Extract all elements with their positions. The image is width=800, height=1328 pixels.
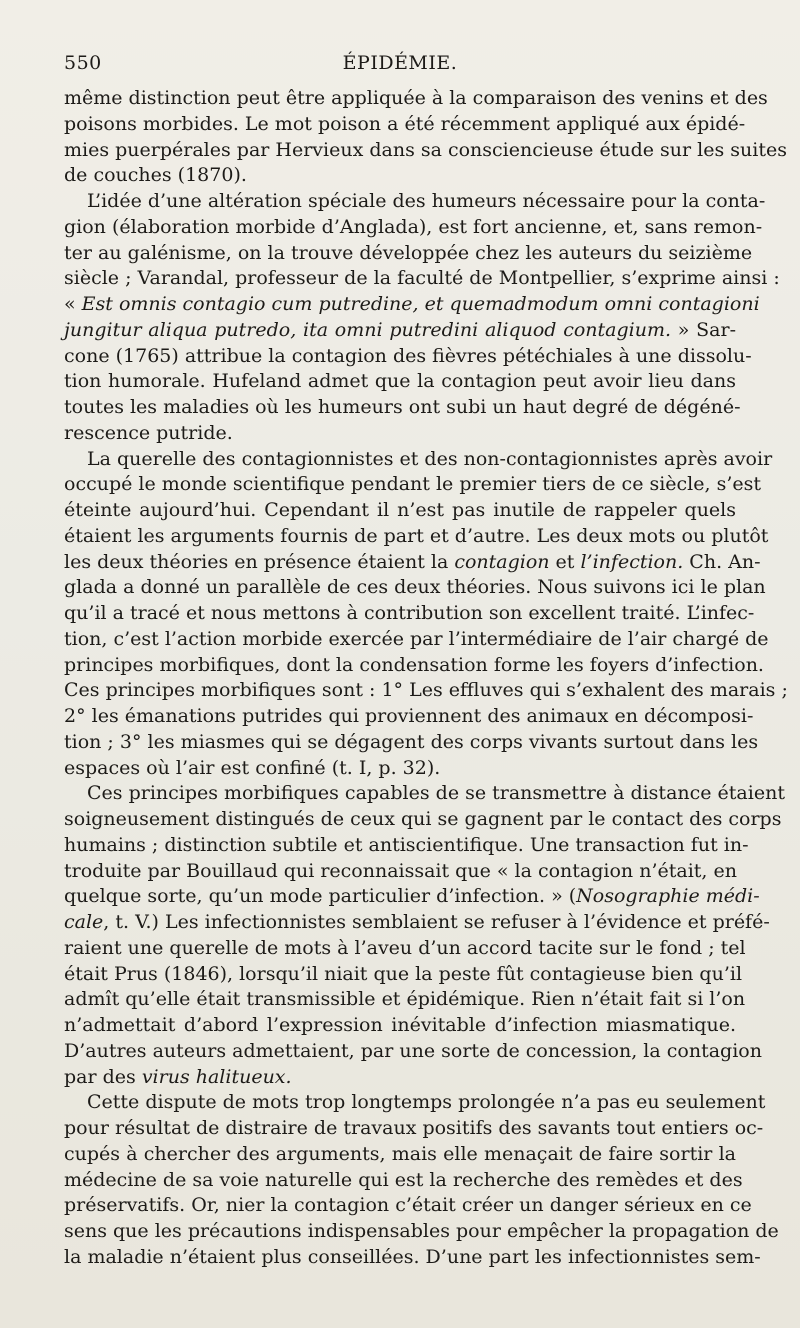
text-fragment: tion ; 3° les miasmes qui se dégagent des corps vivants surtout dans les (64, 730, 759, 753)
text-line (64, 1090, 766, 1116)
text-line (64, 472, 762, 498)
text-fragment: principes morbifiques, dont la condensation forme les foyers d’infection. (64, 653, 764, 676)
text-line (64, 1168, 743, 1194)
text-line (64, 756, 736, 782)
text-fragment: les deux théories en présence étaient la (64, 550, 455, 573)
text-fragment: La querelle des contagionnistes et des non-contagionnistes après avoir (87, 447, 773, 470)
text-line (64, 189, 766, 215)
text-fragment: L’idée d’une altération spéciale des humeurs nécessaire pour la conta- (87, 190, 766, 212)
text-line (64, 962, 743, 988)
text-fragment: raient une querelle de mots à l’aveu d’un accord tacite sur le fond ; tel (64, 936, 746, 959)
text-line (64, 833, 749, 859)
page-header (64, 52, 736, 76)
text-fragment: toutes les maladies où les humeurs ont subi un haut degré de dégéné- (64, 396, 741, 418)
text-fragment: occupé le monde scientifique pendant le premier tiers de ce siècle, s’est (64, 473, 762, 496)
italic-text-fragment: contagion (454, 550, 550, 573)
text-fragment: Ch. An- (683, 550, 761, 573)
text-line (64, 987, 746, 1013)
text-line (64, 138, 787, 164)
italic-text-fragment: Est omnis contagio cum putredine, et quemadmodum omni contagioni (81, 293, 760, 315)
text-line (64, 524, 769, 550)
text-line (64, 395, 741, 421)
text-fragment: glada a donné un parallèle de ces deux théories. Nous suivons ici le plan (64, 576, 766, 599)
text-fragment: cone (1765) attribue la contagion des fièvres pétéchiales à une dissolu- (64, 344, 752, 367)
italic-text-fragment: virus halitueux. (141, 1065, 292, 1088)
text-fragment: D’autres auteurs admettaient, par une sorte de concession, la contagion (64, 1039, 762, 1062)
text-line (64, 369, 736, 395)
text-line (64, 344, 752, 370)
body-text (64, 86, 788, 1271)
text-line (64, 1245, 761, 1271)
text-line (64, 318, 736, 344)
text-fragment: espaces où l’air est confiné (t. I, p. 32). (64, 756, 441, 779)
text-line (64, 215, 763, 241)
text-line (64, 241, 753, 267)
text-fragment: médecine de sa voie naturelle qui est la recherche des remèdes et des (64, 1168, 743, 1191)
text-line (64, 1193, 752, 1219)
text-line (64, 498, 736, 524)
text-fragment: 2° les émanations putrides qui proviennent des animaux en décomposi- (64, 705, 754, 727)
text-fragment: tion, c’est l’action morbide exercée par l’intermédiaire de l’air chargé de (64, 627, 769, 650)
page-number: 550 (64, 52, 102, 74)
text-line (64, 781, 785, 807)
text-fragment: gion (élaboration morbide d’Anglada), est fort ancienne, et, sans remon- (64, 215, 763, 238)
text-line (64, 1219, 779, 1245)
text-fragment: poisons morbides. Le mot poison a été récemment appliqué aux épidé- (64, 112, 746, 135)
text-fragment: sens que les précautions indispensables pour empêcher la propagation de (64, 1220, 779, 1242)
text-line (64, 884, 760, 910)
text-line (64, 163, 736, 189)
text-fragment: qu’il a tracé et nous mettons à contribution son excellent traité. L’infec- (64, 602, 755, 624)
text-fragment: ter au galénisme, on la trouve développée chez les auteurs du seizième (64, 241, 753, 264)
text-fragment: n’admettait d’abord l’expression inévitable d’infection miasmatique. (64, 1014, 736, 1036)
text-fragment: même distinction peut être appliquée à la comparaison des venins et des (64, 87, 768, 109)
italic-text-fragment: l’infection. (580, 550, 684, 573)
text-fragment: Ces principes morbifiques sont : 1° Les effluves qui s’exhalent des marais ; (64, 679, 788, 702)
text-line (64, 936, 746, 962)
running-title: ÉPIDÉMIE. (342, 52, 458, 74)
text-fragment: » Sar- (671, 318, 736, 341)
text-line (64, 421, 736, 447)
text-line (64, 266, 780, 292)
text-fragment: et (549, 550, 581, 573)
text-fragment: pour résultat de distraire de travaux positifs des savants tout entiers oc- (64, 1117, 764, 1139)
text-fragment: Cette dispute de mots trop longtemps prolongée n’a pas eu seulement (87, 1091, 766, 1114)
text-fragment: était Prus (1846), lorsqu’il niait que la peste fût contagieuse bien qu’il (64, 962, 743, 985)
text-fragment: admît qu’elle était transmissible et épidémique. Rien n’était fait si l’on (64, 988, 746, 1011)
text-line (64, 678, 788, 704)
text-fragment: , t. V.) Les infectionnistes semblaient se refuser à l’évidence et préfé- (103, 911, 770, 933)
text-fragment: tion humorale. Hufeland admet que la contagion peut avoir lieu dans (64, 370, 736, 393)
text-fragment: par des (64, 1065, 142, 1088)
text-fragment: la maladie n’étaient plus conseillées. D’une part les infectionnistes sem- (64, 1245, 761, 1268)
text-fragment: humains ; distinction subtile et antiscientifique. Une transaction fut in- (64, 833, 749, 856)
text-fragment: quelque sorte, qu’un mode particulier d’infection. » ( (64, 885, 577, 908)
text-line (64, 807, 782, 833)
italic-text-fragment: cale (64, 911, 104, 933)
text-line (64, 112, 746, 138)
text-line (64, 730, 759, 756)
text-line (64, 1065, 736, 1091)
text-line (64, 1039, 762, 1065)
text-line (64, 910, 770, 936)
text-line (64, 653, 764, 679)
text-fragment: cupés à chercher des arguments, mais elle menaçait de faire sortir la (64, 1142, 736, 1165)
italic-text-fragment: jungitur aliqua putredo, ita omni putredini aliquod contagium. (64, 318, 672, 341)
text-fragment: éteinte aujourd’hui. Cependant il n’est pas inutile de rappeler quels (64, 499, 736, 521)
text-line (64, 627, 769, 653)
text-fragment: étaient les arguments fournis de part et d’autre. Les deux mots ou plutôt (64, 524, 769, 547)
text-line (64, 859, 736, 885)
text-line (64, 447, 773, 473)
text-line (64, 550, 761, 576)
text-line (64, 601, 755, 627)
text-fragment: siècle ; Varandal, professeur de la faculté de Montpellier, s’exprime ainsi : (64, 267, 780, 290)
text-fragment: troduite par Bouillaud qui reconnaissait que « la contagion n’était, en (64, 859, 737, 882)
text-line (64, 292, 760, 318)
text-line (64, 1142, 736, 1168)
text-line (64, 86, 768, 112)
text-line (64, 1116, 764, 1142)
italic-text-fragment: Nosographie médi- (576, 885, 760, 908)
text-fragment: rescence putride. (64, 421, 233, 444)
text-fragment: Ces principes morbifiques capables de se transmettre à distance étaient (87, 782, 785, 805)
text-fragment: soigneusement distingués de ceux qui se gagnent par le contact des corps (64, 808, 782, 830)
text-fragment: mies puerpérales par Hervieux dans sa consciencieuse étude sur les suites (64, 138, 787, 161)
text-fragment: de couches (1870). (64, 164, 247, 187)
text-line (64, 1013, 736, 1039)
text-fragment: « (64, 293, 82, 315)
text-line (64, 704, 754, 730)
text-fragment: préservatifs. Or, nier la contagion c’était créer un danger sérieux en ce (64, 1194, 752, 1217)
text-line (64, 575, 766, 601)
